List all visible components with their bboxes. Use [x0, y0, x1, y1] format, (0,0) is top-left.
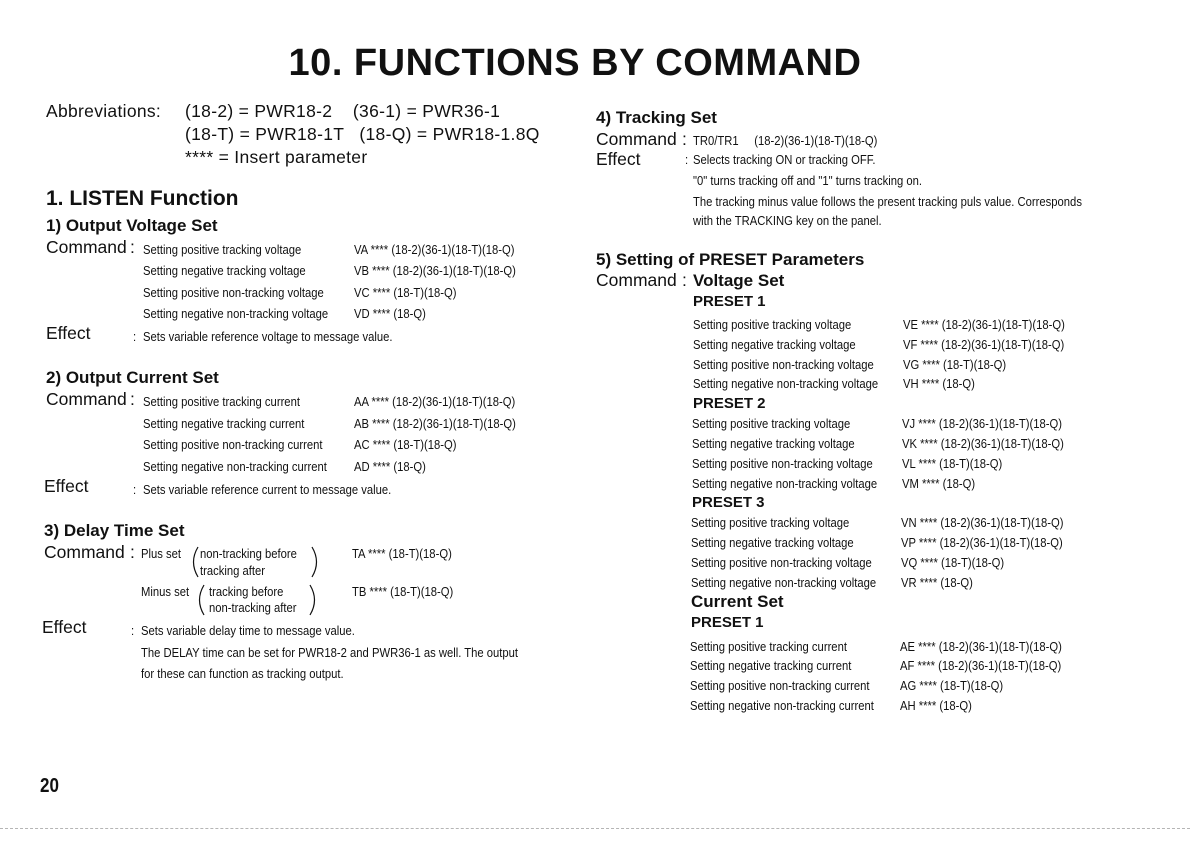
current-preset-1-cmd-4: AH **** (18-Q)	[900, 699, 972, 713]
current-preset-1-cmd-2: AF **** (18-2)(36-1)(18-T)(18-Q)	[900, 659, 1062, 673]
output-current-cmd-4: AD **** (18-Q)	[354, 460, 426, 474]
tracking-effect-2: "0" turns tracking off and "1" turns tracking on.	[693, 174, 923, 188]
colon: :	[133, 483, 137, 497]
delay-minus-label: Minus set	[141, 585, 190, 599]
current-preset-1-cmd-1: AE **** (18-2)(36-1)(18-T)(18-Q)	[900, 640, 1062, 654]
output-current-cmd-1: AA **** (18-2)(36-1)(18-T)(18-Q)	[354, 395, 516, 409]
output-voltage-desc-2: Setting negative tracking voltage	[143, 264, 306, 278]
delay-minus-line-2: non-tracking after	[209, 601, 297, 615]
tracking-command-label: Command	[596, 129, 677, 149]
voltage-preset-3-desc-3: Setting positive non-tracking voltage	[691, 556, 872, 570]
voltage-preset-1-cmd-1: VE **** (18-2)(36-1)(18-T)(18-Q)	[903, 318, 1065, 332]
delay-plus-cmd: TA **** (18-T)(18-Q)	[352, 547, 452, 561]
tracking-set-title: 4) Tracking Set	[596, 108, 717, 127]
voltage-preset-1-cmd-3: VG **** (18-T)(18-Q)	[903, 358, 1007, 372]
voltage-preset-2-desc-1: Setting positive tracking voltage	[692, 417, 851, 431]
colon: :	[131, 624, 135, 638]
output-current-desc-4: Setting negative non-tracking current	[143, 460, 327, 474]
output-voltage-desc-4: Setting negative non-tracking voltage	[143, 307, 329, 321]
current-set-title: Current Set	[691, 592, 784, 611]
delay-time-note-1: The DELAY time can be set for PWR18-2 and PWR36-1 as well. The output	[141, 646, 519, 660]
voltage-preset-3-cmd-3: VQ **** (18-T)(18-Q)	[901, 556, 1005, 570]
colon: :	[130, 542, 135, 562]
colon: :	[130, 237, 135, 257]
tracking-effect-3: The tracking minus value follows the present tracking puls value. Corresponds	[693, 195, 1082, 209]
tracking-effect-4: with the TRACKING key on the panel.	[693, 214, 882, 228]
voltage-preset-2-desc-2: Setting negative tracking voltage	[692, 437, 855, 451]
delay-minus-line-1: tracking before	[209, 585, 284, 599]
voltage-preset-2-desc-4: Setting negative non-tracking voltage	[692, 477, 878, 491]
tracking-effect-1: Selects tracking ON or tracking OFF.	[693, 153, 876, 167]
output-current-desc-3: Setting positive non-tracking current	[143, 438, 323, 452]
abbreviations-label: Abbreviations:	[46, 101, 162, 121]
output-voltage-cmd-1: VA **** (18-2)(36-1)(18-T)(18-Q)	[354, 243, 515, 257]
colon: :	[685, 153, 689, 167]
current-preset-1-desc-2: Setting negative tracking current	[690, 659, 852, 673]
abbreviations-line-1: (18-2) = PWR18-2 (36-1) = PWR36-1	[185, 101, 501, 121]
preset-params-title: 5) Setting of PRESET Parameters	[596, 250, 865, 269]
voltage-preset-2-cmd-4: VM **** (18-Q)	[902, 477, 976, 491]
right-paren-icon	[306, 583, 322, 617]
output-current-desc-2: Setting negative tracking current	[143, 417, 305, 431]
output-current-desc-1: Setting positive tracking current	[143, 395, 300, 409]
voltage-preset-1-desc-3: Setting positive non-tracking voltage	[693, 358, 874, 372]
output-voltage-cmd-2: VB **** (18-2)(36-1)(18-T)(18-Q)	[354, 264, 516, 278]
output-voltage-effect: Sets variable reference voltage to message value.	[143, 330, 393, 344]
delay-time-effect-label: Effect	[42, 617, 87, 637]
output-voltage-command-label: Command	[46, 237, 127, 257]
delay-time-command-label: Command	[44, 542, 125, 562]
current-preset-1-desc-4: Setting negative non-tracking current	[690, 699, 874, 713]
output-current-effect-label: Effect	[44, 476, 89, 496]
tracking-effect-label: Effect	[596, 149, 641, 169]
voltage-preset-3-title: PRESET 3	[692, 494, 765, 511]
page-number: 20	[40, 775, 59, 797]
current-preset-1-title: PRESET 1	[691, 614, 764, 631]
output-voltage-effect-label: Effect	[46, 323, 91, 343]
delay-minus-cmd: TB **** (18-T)(18-Q)	[352, 585, 454, 599]
scan-edge-divider	[0, 828, 1190, 829]
output-voltage-title: 1) Output Voltage Set	[46, 216, 218, 235]
delay-time-note-2: for these can function as tracking output.	[141, 667, 344, 681]
output-current-title: 2) Output Current Set	[46, 368, 219, 387]
voltage-preset-2-desc-3: Setting positive non-tracking voltage	[692, 457, 873, 471]
voltage-preset-3-cmd-1: VN **** (18-2)(36-1)(18-T)(18-Q)	[901, 516, 1064, 530]
delay-plus-label: Plus set	[141, 547, 182, 561]
voltage-preset-2-cmd-2: VK **** (18-2)(36-1)(18-T)(18-Q)	[902, 437, 1064, 451]
output-current-effect: Sets variable reference current to message value.	[143, 483, 392, 497]
colon: :	[130, 389, 135, 409]
voltage-preset-1-cmd-2: VF **** (18-2)(36-1)(18-T)(18-Q)	[903, 338, 1065, 352]
preset-command-label: Command	[596, 270, 677, 290]
current-preset-1-desc-3: Setting positive non-tracking current	[690, 679, 870, 693]
colon: :	[682, 270, 687, 290]
right-paren-icon	[308, 545, 324, 579]
output-current-command-label: Command	[46, 389, 127, 409]
abbreviations-line-3: **** = Insert parameter	[185, 147, 368, 167]
voltage-preset-2-cmd-3: VL **** (18-T)(18-Q)	[902, 457, 1003, 471]
voltage-preset-3-desc-2: Setting negative tracking voltage	[691, 536, 854, 550]
delay-time-effect: Sets variable delay time to message value.	[141, 624, 355, 638]
delay-plus-line-1: non-tracking before	[200, 547, 297, 561]
voltage-preset-3-cmd-4: VR **** (18-Q)	[901, 576, 973, 590]
voltage-preset-3-cmd-2: VP **** (18-2)(36-1)(18-T)(18-Q)	[901, 536, 1063, 550]
output-voltage-cmd-3: VC **** (18-T)(18-Q)	[354, 286, 457, 300]
tracking-command: TR0/TR1 (18-2)(36-1)(18-T)(18-Q)	[693, 134, 878, 148]
current-preset-1-cmd-3: AG **** (18-T)(18-Q)	[900, 679, 1004, 693]
voltage-preset-1-desc-4: Setting negative non-tracking voltage	[693, 377, 879, 391]
voltage-preset-1-title: PRESET 1	[693, 293, 766, 310]
delay-time-title: 3) Delay Time Set	[44, 521, 185, 540]
voltage-preset-1-cmd-4: VH **** (18-Q)	[903, 377, 975, 391]
colon: :	[682, 129, 687, 149]
output-current-cmd-3: AC **** (18-T)(18-Q)	[354, 438, 457, 452]
page-title: 10. FUNCTIONS BY COMMAND	[288, 42, 862, 84]
voltage-set-title: Voltage Set	[693, 271, 785, 290]
voltage-preset-1-desc-2: Setting negative tracking voltage	[693, 338, 856, 352]
section-listen-title: 1. LISTEN Function	[46, 187, 239, 210]
output-voltage-cmd-4: VD **** (18-Q)	[354, 307, 426, 321]
voltage-preset-3-desc-1: Setting positive tracking voltage	[691, 516, 850, 530]
voltage-preset-2-cmd-1: VJ **** (18-2)(36-1)(18-T)(18-Q)	[902, 417, 1063, 431]
current-preset-1-desc-1: Setting positive tracking current	[690, 640, 847, 654]
colon: :	[133, 330, 137, 344]
voltage-preset-2-title: PRESET 2	[693, 395, 766, 412]
delay-plus-line-2: tracking after	[200, 564, 266, 578]
voltage-preset-3-desc-4: Setting negative non-tracking voltage	[691, 576, 877, 590]
output-voltage-desc-1: Setting positive tracking voltage	[143, 243, 302, 257]
left-paren-icon	[192, 583, 208, 617]
output-voltage-desc-3: Setting positive non-tracking voltage	[143, 286, 324, 300]
abbreviations-line-2: (18-T) = PWR18-1T (18-Q) = PWR18-1.8Q	[185, 124, 540, 144]
voltage-preset-1-desc-1: Setting positive tracking voltage	[693, 318, 852, 332]
output-current-cmd-2: AB **** (18-2)(36-1)(18-T)(18-Q)	[354, 417, 516, 431]
